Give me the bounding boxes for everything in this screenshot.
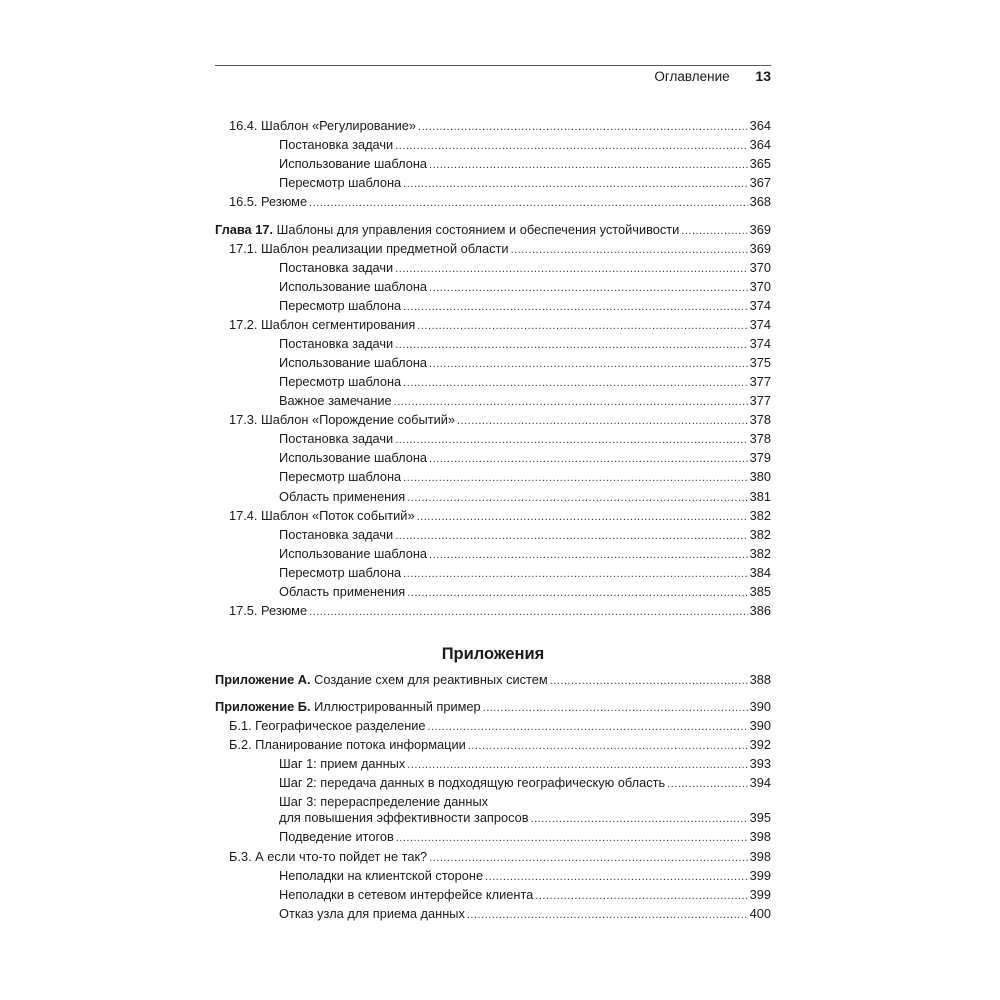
toc-entry-label: Шаг 2: передача данных в подходящую географическую область — [279, 775, 666, 790]
leader-dots — [429, 546, 748, 564]
toc-entry-label: Отказ узла для приема данных — [279, 906, 465, 921]
leader-dots — [483, 699, 748, 717]
toc-entry-label: 16.4. Шаблон «Регулирование» — [229, 118, 417, 133]
toc-entry[interactable] — [215, 316, 771, 334]
toc-entry[interactable] — [215, 449, 771, 467]
toc-entry[interactable] — [215, 886, 771, 904]
leader-dots — [667, 775, 747, 793]
toc-entry-label: 16.5. Резюме — [229, 194, 308, 209]
toc-entry-page: 399 — [749, 887, 771, 902]
chapter-title: Шаблоны для управления состоянием и обеспечения устойчивости — [276, 222, 680, 237]
toc-entry[interactable] — [215, 583, 771, 601]
toc-entry-label: Пересмотр шаблона — [279, 175, 402, 190]
toc-entry[interactable] — [215, 507, 771, 525]
appendix-prefix: Приложение Б. — [215, 699, 311, 714]
toc-entry-page: 382 — [749, 508, 771, 523]
toc-entry-label: Б.2. Планирование потока информации — [229, 737, 466, 752]
toc-entry-page: 368 — [749, 194, 771, 209]
toc-entry[interactable] — [215, 354, 771, 372]
leader-dots — [407, 756, 747, 774]
toc-entry-page: 370 — [749, 279, 771, 294]
toc-entry-page: 378 — [749, 412, 771, 427]
leader-dots — [468, 737, 748, 755]
leader-dots — [485, 868, 748, 886]
toc-entry-label — [215, 671, 548, 689]
leader-dots — [309, 603, 748, 621]
toc-entry-page: 388 — [749, 672, 771, 687]
toc-entry[interactable] — [215, 828, 771, 846]
toc-entry-label: Б.1. Географическое разделение — [229, 718, 426, 733]
leader-dots — [403, 298, 747, 316]
toc-entry-label: для повышения эффективности запросов — [279, 810, 529, 825]
toc-entry-page: 390 — [749, 718, 771, 733]
appendix-heading: Приложения — [441, 645, 545, 663]
appendix-title: Иллюстрированный пример — [314, 699, 481, 714]
leader-dots — [309, 194, 748, 212]
toc-entry-page: 378 — [749, 431, 771, 446]
toc-entry-label: 17.5. Резюме — [229, 603, 308, 618]
toc-entry-first-line: Шаг 3: перераспределение данных — [279, 794, 489, 809]
toc-entry-page: 386 — [749, 603, 771, 618]
toc-entry[interactable] — [215, 373, 771, 391]
toc-entry-label: Использование шаблона — [279, 355, 428, 370]
toc-entry[interactable] — [215, 297, 771, 315]
toc-entry[interactable] — [215, 545, 771, 563]
toc-entry-page: 398 — [749, 829, 771, 844]
toc-entry-label: Постановка задачи — [279, 336, 394, 351]
toc-chapter-entry[interactable] — [215, 221, 771, 239]
appendix-prefix: Приложение А. — [215, 672, 311, 687]
toc-entry-page: 364 — [749, 118, 771, 133]
toc-entry-label — [215, 221, 679, 239]
toc-entry-label: Подведение итогов — [279, 829, 394, 844]
toc-entry-page: 385 — [749, 584, 771, 599]
toc-entry[interactable] — [215, 602, 771, 620]
toc-entry-page: 393 — [749, 756, 771, 771]
toc-entry[interactable] — [215, 392, 771, 410]
toc-entry-page: 364 — [749, 137, 771, 152]
toc-entry[interactable] — [215, 193, 771, 211]
toc-entry-page: 395 — [749, 810, 771, 825]
leader-dots — [550, 672, 748, 690]
toc-entry[interactable] — [215, 335, 771, 353]
leader-dots — [457, 412, 748, 430]
page-number: 13 — [755, 68, 771, 84]
toc-entry-page: 382 — [749, 546, 771, 561]
leader-dots — [403, 175, 747, 193]
toc-entry-page: 390 — [749, 699, 771, 714]
leader-dots — [403, 469, 747, 487]
leader-dots — [467, 906, 748, 924]
toc-entry[interactable] — [215, 117, 771, 135]
toc-appendix-entry[interactable] — [215, 671, 771, 689]
toc-entry[interactable] — [215, 564, 771, 582]
toc-entry-label: Б.3. А если что-то пойдет не так? — [229, 849, 428, 864]
leader-dots — [395, 527, 747, 545]
toc-entry[interactable] — [215, 809, 771, 827]
leader-dots — [418, 118, 748, 136]
toc-entry-page: 398 — [749, 849, 771, 864]
leader-dots — [429, 450, 748, 468]
toc-entry-page: 369 — [749, 241, 771, 256]
running-head — [654, 67, 771, 85]
toc-entry[interactable] — [215, 278, 771, 296]
toc-entry-page: 394 — [749, 775, 771, 790]
leader-dots — [681, 222, 747, 240]
toc-entry-page: 399 — [749, 868, 771, 883]
toc-entry-label: Использование шаблона — [279, 279, 428, 294]
toc-entry-label: 17.4. Шаблон «Поток событий» — [229, 508, 415, 523]
toc-entry-label: Постановка задачи — [279, 260, 394, 275]
toc-entry-label: Пересмотр шаблона — [279, 298, 402, 313]
toc-entry-label — [215, 698, 481, 716]
leader-dots — [428, 718, 748, 736]
leader-dots — [403, 565, 747, 583]
toc-entry-page: 382 — [749, 527, 771, 542]
toc-entry[interactable] — [215, 848, 771, 866]
toc-entry-label: Пересмотр шаблона — [279, 469, 402, 484]
appendix-title: Создание схем для реактивных систем — [314, 672, 548, 687]
toc-entry-page: 377 — [749, 374, 771, 389]
toc-entry[interactable] — [215, 717, 771, 735]
toc-entry-label: Неполадки в сетевом интерфейсе клиента — [279, 887, 534, 902]
chapter-prefix: Глава 17. — [215, 222, 274, 237]
toc-entry[interactable] — [215, 411, 771, 429]
toc-entry-label: 17.2. Шаблон сегментирования — [229, 317, 416, 332]
toc-entry-page: 374 — [749, 298, 771, 313]
toc-entry-label: Постановка задачи — [279, 527, 394, 542]
toc-entry[interactable] — [215, 488, 771, 506]
toc-appendix-entry[interactable] — [215, 698, 771, 716]
toc-entry-label: Пересмотр шаблона — [279, 565, 402, 580]
leader-dots — [511, 241, 748, 259]
toc-entry-label: Постановка задачи — [279, 137, 394, 152]
toc-entry-label: Использование шаблона — [279, 156, 428, 171]
toc-entry[interactable] — [215, 259, 771, 277]
toc-entry-label: Пересмотр шаблона — [279, 374, 402, 389]
toc-entry-page: 380 — [749, 469, 771, 484]
toc-entry-page: 365 — [749, 156, 771, 171]
toc-entry-page: 370 — [749, 260, 771, 275]
leader-dots — [395, 431, 747, 449]
toc-entry-page: 374 — [749, 336, 771, 351]
toc-entry[interactable] — [215, 526, 771, 544]
toc-entry[interactable] — [215, 136, 771, 154]
leader-dots — [407, 489, 747, 507]
toc-entry-label: Важное замечание — [279, 393, 392, 408]
toc-entry-label: Область применения — [279, 489, 406, 504]
toc-entry[interactable] — [215, 430, 771, 448]
toc-entry-page: 381 — [749, 489, 771, 504]
toc-entry-page: 384 — [749, 565, 771, 580]
toc-entry-page: 374 — [749, 317, 771, 332]
toc-entry-label: Шаг 1: прием данных — [279, 756, 406, 771]
toc-entry[interactable] — [215, 867, 771, 885]
toc-entry[interactable] — [215, 755, 771, 773]
toc-entry[interactable] — [215, 174, 771, 192]
toc-entry[interactable] — [215, 155, 771, 173]
leader-dots — [531, 810, 748, 828]
toc-entry-page: 392 — [749, 737, 771, 752]
toc-entry-label: Неполадки на клиентской стороне — [279, 868, 484, 883]
leader-dots — [429, 156, 748, 174]
toc-entry-label: Постановка задачи — [279, 431, 394, 446]
toc-entry[interactable] — [215, 905, 771, 923]
leader-dots — [394, 393, 748, 411]
leader-dots — [395, 137, 747, 155]
toc-entry-page: 375 — [749, 355, 771, 370]
leader-dots — [396, 829, 748, 847]
leader-dots — [417, 317, 747, 335]
toc-entry-label: 17.3. Шаблон «Порождение событий» — [229, 412, 455, 427]
toc-entry-page: 377 — [749, 393, 771, 408]
leader-dots — [403, 374, 747, 392]
toc-entry-page: 400 — [749, 906, 771, 921]
toc-entry-page: 369 — [749, 222, 771, 237]
toc-entry[interactable] — [215, 774, 771, 792]
toc-entry-label: Использование шаблона — [279, 450, 428, 465]
running-head-title: Оглавление — [654, 69, 730, 84]
toc-entry[interactable] — [215, 468, 771, 486]
leader-dots — [535, 887, 747, 905]
toc-entry[interactable] — [215, 736, 771, 754]
toc-entry-label: Область применения — [279, 584, 406, 599]
leader-dots — [407, 584, 747, 602]
toc-entry-label: 17.1. Шаблон реализации предметной области — [229, 241, 509, 256]
leader-dots — [429, 849, 747, 867]
toc-entry-page: 367 — [749, 175, 771, 190]
header-rule — [215, 65, 771, 66]
leader-dots — [429, 355, 748, 373]
leader-dots — [429, 279, 748, 297]
toc-entry-label: Использование шаблона — [279, 546, 428, 561]
toc-entry[interactable] — [215, 240, 771, 258]
leader-dots — [395, 336, 747, 354]
book-page — [215, 0, 771, 1000]
leader-dots — [417, 508, 748, 526]
toc-entry-page: 379 — [749, 450, 771, 465]
leader-dots — [395, 260, 747, 278]
